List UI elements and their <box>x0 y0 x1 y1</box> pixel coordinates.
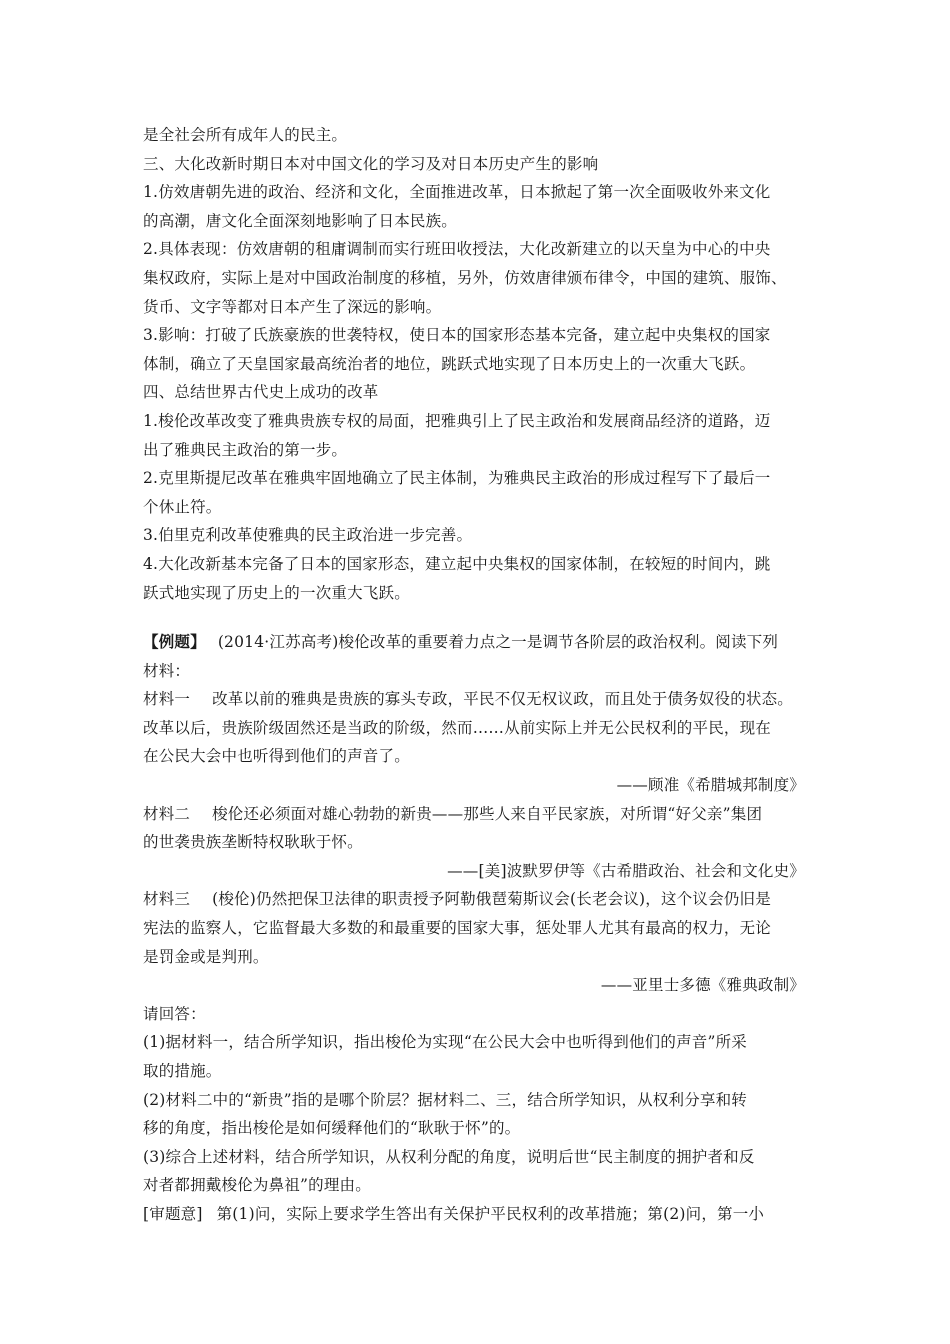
material-text: 梭伦还必须面对雄心勃勃的新贵——那些人来自平民家族，对所谓“好父亲”集团 <box>212 804 763 823</box>
question-prompt: 请回答： <box>143 1004 206 1023</box>
question-line: (2)材料二中的“新贵”指的是哪个阶层？据材料二、三，结合所学知识，从权利分享和转 <box>143 1090 748 1109</box>
material-1-source: ——顾准《希腊城邦制度》 <box>616 776 805 795</box>
example-intro-line <box>143 628 815 657</box>
paragraph-line: 体制，确立了天皇国家最高统治者的地位，跳跃式地实现了日本历史上的一次重大飞跃。 <box>143 354 756 373</box>
section-heading-4: 四、总结世界古代史上成功的改革 <box>143 383 379 402</box>
paragraph-line: 2.具体表现：仿效唐朝的租庸调制而实行班田收授法，大化改新建立的以天皇为中心的中央 <box>143 240 771 259</box>
material-1-line <box>143 685 815 714</box>
paragraph-line: 是全社会所有成年人的民主。 <box>143 126 348 144</box>
material-2-source: ——[美]波默罗伊等《古希腊政治、社会和文化史》 <box>447 861 805 880</box>
material-1-label: 材料一 <box>143 690 191 709</box>
paragraph-line: 4.大化改新基本完备了日本的国家形态，建立起中央集权的国家体制，在较短的时间内，跳 <box>143 554 771 573</box>
paragraph-line: 跃式地实现了历史上的一次重大飞跃。 <box>143 583 410 602</box>
material-3-label: 材料三 <box>143 890 191 909</box>
material-text: 改革以前的雅典是贵族的寡头专政，平民不仅无权议政，而且处于债务奴役的状态。 <box>212 690 794 709</box>
section-heading-3: 三、大化改新时期日本对中国文化的学习及对日本历史产生的影响 <box>143 154 599 173</box>
section-3-and-4 <box>143 121 815 607</box>
document-page <box>143 121 815 1229</box>
analysis-label: [审题意] <box>143 1204 203 1223</box>
question-line: 取的措施。 <box>143 1062 222 1080</box>
material-text: 改革以后，贵族阶级固然还是当政的阶级，然而……从前实际上并无公民权利的平民，现在 <box>143 718 772 737</box>
paragraph-line: 3.影响：打破了氏族豪族的世袭特权，使日本的国家形态基本完备，建立起中央集权的国家 <box>143 326 771 345</box>
paragraph-line: 3.伯里克利改革使雅典的民主政治进一步完善。 <box>143 526 473 545</box>
paragraph-line: 出了雅典民主政治的第一步。 <box>143 440 348 459</box>
paragraph-line: 货币、文字等都对日本产生了深远的影响。 <box>143 297 442 316</box>
material-text: 的世袭贵族垄断特权耿耿于怀。 <box>143 833 363 852</box>
paragraph-line: 个休止符。 <box>143 497 222 516</box>
paragraph-line: 的高潮，唐文化全面深刻地影响了日本民族。 <box>143 211 458 230</box>
example-block <box>143 628 815 1228</box>
example-intro-text: (2014·江苏高考)梭伦改革的重要着力点之一是调节各阶层的政治权利。阅读下列 <box>217 633 779 652</box>
material-text: (梭伦)仍然把保卫法律的职责授予阿勒俄琶菊斯议会(长老会议)，这个议会仍旧是 <box>212 890 771 909</box>
material-text: 在公民大会中也听得到他们的声音了。 <box>143 747 410 766</box>
question-line: (1)据材料一，结合所学知识，指出梭伦为实现“在公民大会中也听得到他们的声音”所采 <box>143 1033 748 1052</box>
example-tag: 【例题】 <box>143 632 206 652</box>
analysis-text: 第(1)问，实际上要求学生答出有关保护平民权利的改革措施；第(2)问，第一小 <box>216 1204 765 1223</box>
question-line: 移的角度，指出梭伦是如何缓释他们的“耿耿于怀”的。 <box>143 1119 521 1138</box>
paragraph-line: 1.仿效唐朝先进的政治、经济和文化，全面推进改革，日本掀起了第一次全面吸收外来文化 <box>143 183 771 202</box>
question-line: (3)综合上述材料，结合所学知识，从权利分配的角度，说明后世“民主制度的拥护者和反 <box>143 1147 755 1166</box>
paragraph-line: 2.克里斯提尼改革在雅典牢固地确立了民主体制，为雅典民主政治的形成过程写下了最后一 <box>143 469 771 488</box>
paragraph-line: 集权政府，实际上是对中国政治制度的移植，另外，仿效唐律颁布律令，中国的建筑、服饰、 <box>143 268 787 287</box>
spacer <box>143 607 815 628</box>
material-text: 宪法的监察人，它监督最大多数的和最重要的国家大事，惩处罪人尤其有最高的权力，无论 <box>143 919 772 938</box>
paragraph-line: 1.梭伦改革改变了雅典贵族专权的局面，把雅典引上了民主政治和发展商品经济的道路，迈 <box>143 411 771 430</box>
example-intro-line: 材料： <box>143 661 191 680</box>
material-text: 是罚金或是判刑。 <box>143 947 269 966</box>
question-line: 对者都拥戴梭伦为鼻祖”的理由。 <box>143 1176 371 1195</box>
analysis-line <box>143 1200 815 1229</box>
material-2-line <box>143 800 815 829</box>
material-3-line <box>143 885 815 914</box>
material-3-source: ——亚里士多德《雅典政制》 <box>600 976 805 995</box>
material-2-label: 材料二 <box>143 804 191 823</box>
